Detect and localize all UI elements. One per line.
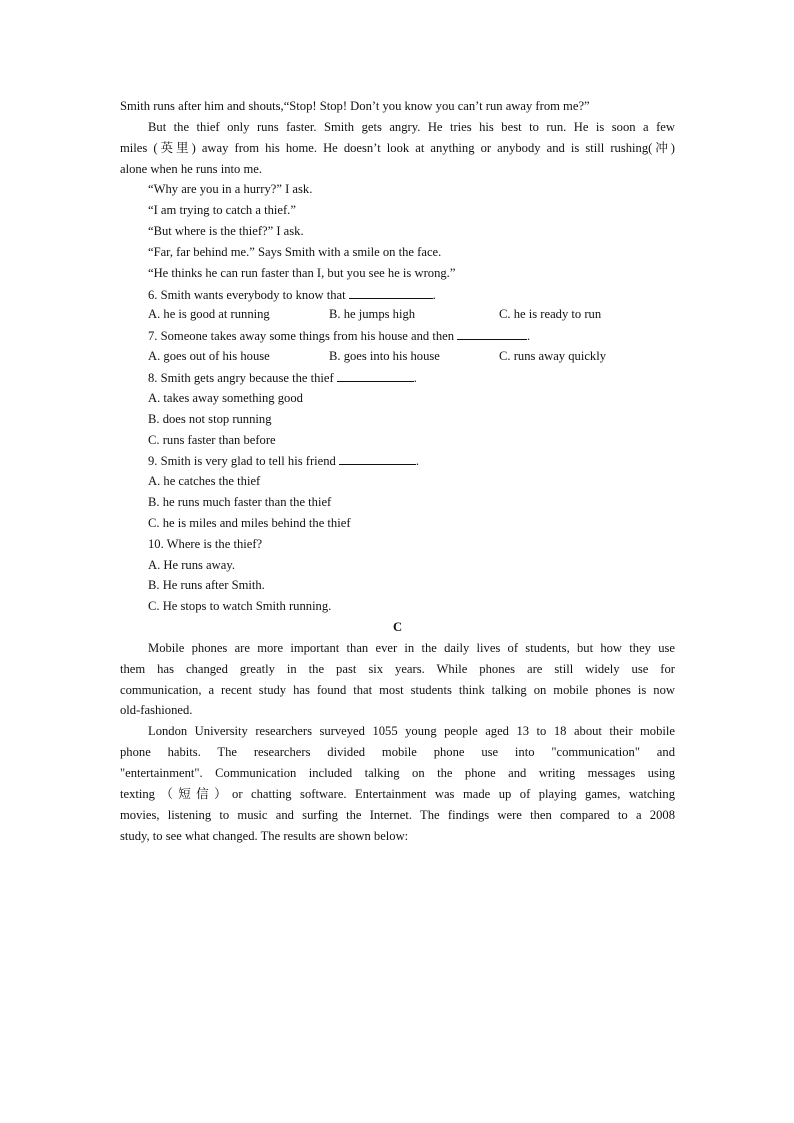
passage-c-line: London University researchers surveyed 1055 young people aged 13 to 18 about their mobile	[148, 724, 675, 739]
option-b: B. goes into his house	[329, 349, 440, 364]
passage-c-line: texting（短信）or chatting software. Entertainment was made up of playing games, watching	[120, 786, 675, 801]
passage-b-line: miles (英里) away from his home. He doesn’t look at anything or anybody and is still rushing(冲)	[120, 140, 675, 155]
option-c: C. he is miles and miles behind the thief	[148, 515, 351, 530]
question-10: 10. Where is the thief?	[148, 536, 263, 551]
question-8: 8. Smith gets angry because the thief .	[120, 367, 675, 388]
dialogue-line: “But where is the thief?” I ask.	[148, 224, 304, 239]
option-a: A. he is good at running	[148, 307, 270, 322]
option-b: B. does not stop running	[148, 411, 272, 426]
passage-c-line: old-fashioned.	[120, 703, 193, 718]
dialogue-line: “Why are you in a hurry?” I ask.	[148, 182, 313, 197]
passage-c-line: communication, a recent study has found that most students think talking on mobile phones is now	[120, 682, 675, 697]
answer-blank	[339, 450, 416, 465]
option-c: C. runs faster than before	[148, 432, 276, 447]
passage-c-line: study, to see what changed. The results are shown below:	[120, 828, 409, 843]
option-b: B. He runs after Smith.	[148, 578, 265, 593]
answer-blank	[337, 367, 414, 382]
passage-c-line: movies, listening to music and surfing the Internet. The findings were then compared to a 2008	[120, 807, 675, 822]
passage-b-line: Smith runs after him and shouts,“Stop! Stop! Don’t you know you can’t run away from me?”	[120, 99, 590, 113]
question-7-options	[120, 346, 675, 367]
question-stem: 9. Smith is very glad to tell his friend	[148, 454, 336, 469]
passage-c-line: "entertainment". Communication included talking on the phone and writing messages using	[120, 766, 675, 780]
option-b: B. he runs much faster than the thief	[148, 495, 332, 510]
passage-c-line: phone habits. The researchers divided mobile phone use into "communication" and	[120, 745, 675, 760]
passage-c-line: them has changed greatly in the past six years. While phones are still widely use for	[120, 661, 675, 676]
question-7: 7. Someone takes away some things from his house and then .	[120, 325, 675, 346]
dialogue-line: “I am trying to catch a thief.”	[148, 203, 296, 218]
option-a: A. he catches the thief	[148, 474, 261, 489]
question-6-options	[120, 304, 675, 325]
dialogue-line: “He thinks he can run faster than I, but you see he is wrong.”	[148, 265, 456, 280]
document-page	[120, 96, 675, 846]
option-c: C. He stops to watch Smith running.	[148, 599, 332, 614]
option-c: C. he is ready to run	[499, 307, 602, 322]
question-6: 6. Smith wants everybody to know that .	[120, 284, 675, 305]
option-b: B. he jumps high	[329, 307, 416, 322]
option-a: A. goes out of his house	[148, 349, 270, 364]
answer-blank	[349, 284, 433, 299]
question-9: 9. Smith is very glad to tell his friend .	[120, 450, 675, 471]
answer-blank	[457, 325, 527, 340]
passage-c-line: Mobile phones are more important than ever in the daily lives of students, but how they use	[148, 640, 675, 655]
question-stem: 6. Smith wants everybody to know that	[148, 287, 346, 302]
section-heading: C	[392, 620, 403, 635]
passage-b-line: But the thief only runs faster. Smith gets angry. He tries his best to run. He is soon a few	[148, 119, 675, 134]
option-a: A. takes away something good	[148, 390, 303, 405]
question-stem: 8. Smith gets angry because the thief	[148, 370, 334, 385]
passage-b-line: alone when he runs into me.	[120, 161, 262, 176]
option-a: A. He runs away.	[148, 557, 235, 572]
option-c: C. runs away quickly	[499, 349, 607, 364]
dialogue-line: “Far, far behind me.” Says Smith with a smile on the face.	[148, 244, 442, 259]
question-stem: 7. Someone takes away some things from his house and then	[148, 329, 455, 344]
